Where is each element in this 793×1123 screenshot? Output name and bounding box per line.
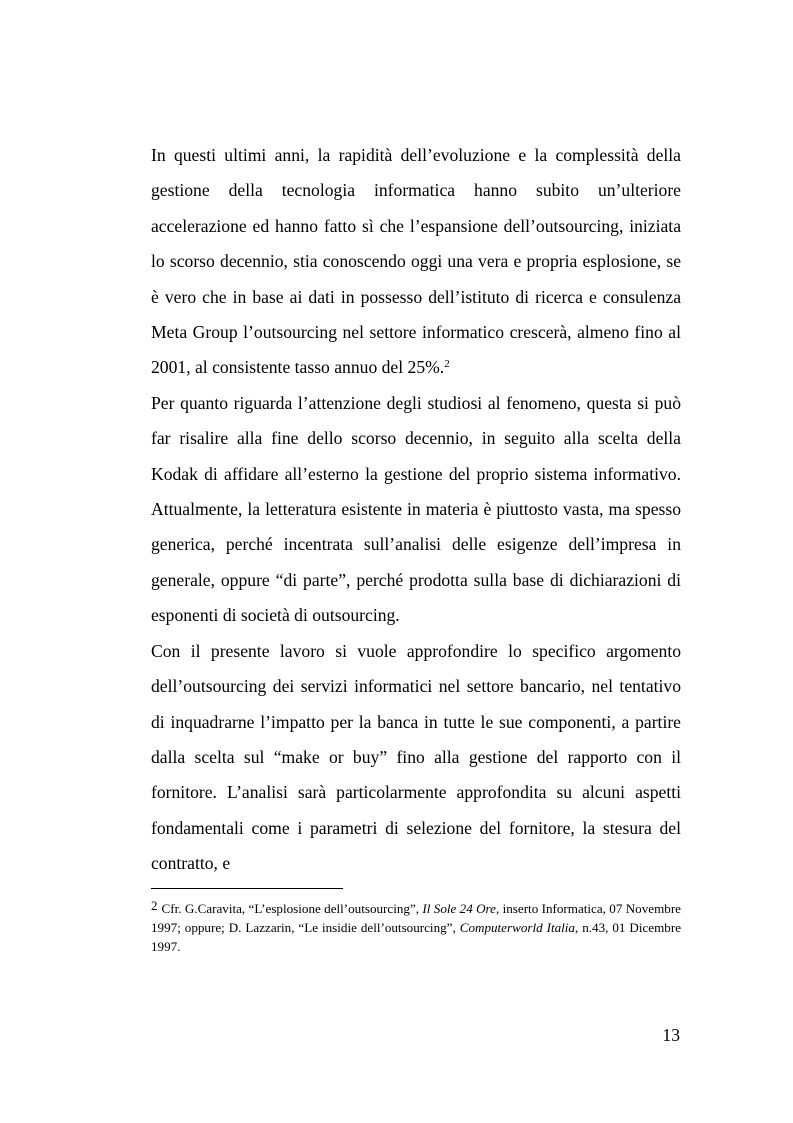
footnote-text-part-2: , inserto Informatica, 07 Novembre 1997; oppure; D. Lazzarin, “Le insidie dell’outsourcing”, [151, 901, 681, 935]
footnote-text-part-1: Cfr. G.Caravita, “L’esplosione dell’outsourcing”, [161, 901, 420, 916]
footnote-source-1: Il Sole 24 Ore [422, 901, 496, 916]
footnote-source-2: Computerworld Italia [459, 920, 575, 935]
page-number: 13 [662, 1025, 680, 1045]
paragraph-2: Per quanto riguarda l’attenzione degli studiosi al fenomeno, questa si può far risalire alla fine dello scorso decennio, in seguito alla scelta della Kodak di affidare all’esterno la gestione del proprio sistema informativo. Attualmente, la letteratura esistente in materia è piuttosto vasta, ma spesso generica, perché incentrata sull’analisi delle esigenze dell’impresa in generale, oppure “di parte”, perché prodotta sulla base di dichiarazioni di esponenti di società di outsourcing. [151, 392, 681, 626]
paragraph-3: Con il presente lavoro si vuole approfondire lo specifico argomento dell’outsourcing dei servizi informatici nel settore bancario, nel tentativo di inquadrarne l’impatto per la banca in tutte le sue componenti, a partire dalla scelta sul “make or buy” fino alla gestione del rapporto con il fornitore. L’analisi sarà particolarmente approfondita su alcuni aspetti fondamentali come i parametri di selezione del fornitore, la stesura del contratto, e [151, 640, 681, 874]
footnote-number: 2 [151, 898, 158, 913]
footnote-reference[interactable]: 2 [444, 358, 450, 371]
paragraph-1 [151, 138, 681, 386]
footnote-separator [151, 888, 343, 889]
paragraph-1-text: In questi ultimi anni, la rapidità dell’evoluzione e la complessità della gestione della tecnologia informatica hanno subito un’ulteriore accelerazione ed hanno fatto sì che l’espansione dell’outsourcing, iniziata lo scorso decennio, stia conoscendo oggi una vera e propria esplosione, se è vero che in base ai dati in possesso dell’istituto di ricerca e consulenza Meta Group l’outsourcing nel settore informatico crescerà, almeno fino al 2001, al consistente tasso annuo del 25%. [151, 145, 681, 378]
body-text [151, 138, 681, 882]
footnote [151, 899, 681, 956]
footnote-text-part-3: , n.43, 01 Dicembre 1997. [151, 920, 682, 954]
